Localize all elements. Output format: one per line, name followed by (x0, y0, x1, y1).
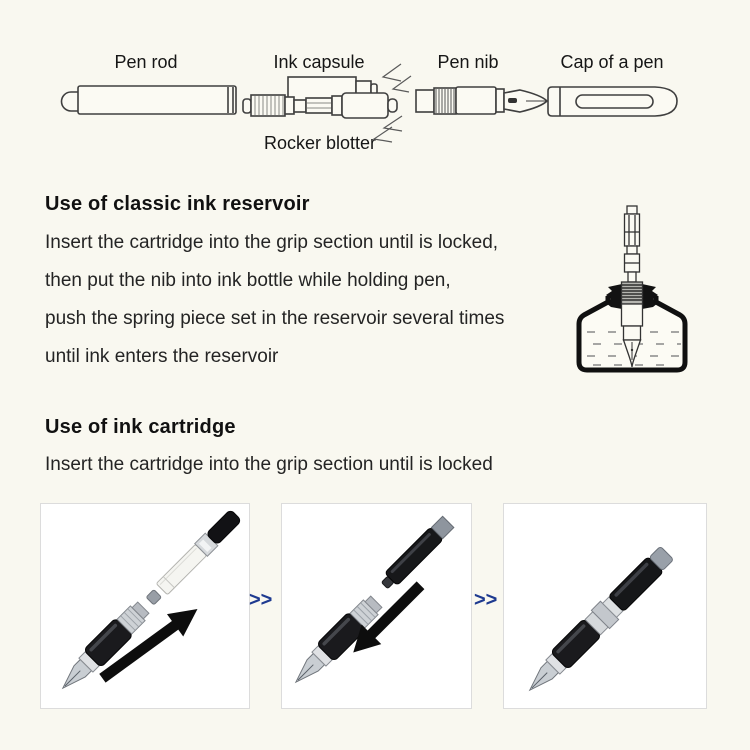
ink-bottle-illustration (565, 192, 705, 378)
rocker-blotter-label: Rocker blotter (263, 133, 377, 153)
pen-rod-label: Pen rod (114, 52, 178, 72)
ink-cartridge-heading: Use of ink cartridge (45, 416, 236, 438)
classic-reservoir-heading: Use of classic ink reservoir (45, 193, 310, 215)
step-photo-insert-cartridge (281, 503, 472, 709)
step-photo-insert-converter (40, 503, 250, 709)
cartridge-instruction-line-1: Insert the cartridge into the grip section until is locked (45, 454, 493, 475)
step-separator-chevrons-1: >> (249, 589, 273, 611)
pen-cap-drawing (548, 87, 677, 116)
converter-insert-illustration (41, 504, 249, 708)
cartridge-insert-illustration (282, 504, 471, 708)
ink-cartridge-piece (378, 516, 454, 592)
reservoir-instruction-line-1: Insert the cartridge into the grip section until is locked, (45, 232, 499, 253)
step-separator-chevrons-2: >> (474, 589, 498, 611)
converter-nub (146, 589, 161, 604)
reservoir-instruction-line-2: then put the nib into ink bottle while holding pen, (45, 270, 451, 291)
cap-of-a-pen-label: Cap of a pen (560, 52, 664, 72)
pen-rod-drawing (62, 86, 237, 114)
step-photo-assembled-pen (503, 503, 707, 709)
assembled-pen-illustration (504, 504, 706, 708)
converter-piece (156, 509, 243, 596)
assembled-pen (521, 544, 676, 699)
reservoir-instruction-line-4: until ink enters the reservoir (45, 346, 279, 367)
pen-nib-drawing (416, 87, 557, 114)
reservoir-instruction-line-3: push the spring piece set in the reservoir several times (45, 308, 505, 329)
ink-capsule-label: Ink capsule (273, 52, 365, 72)
pen-nib-label: Pen nib (437, 52, 499, 72)
pen-parts-diagram (0, 0, 750, 180)
pen-in-bottle (622, 206, 643, 367)
